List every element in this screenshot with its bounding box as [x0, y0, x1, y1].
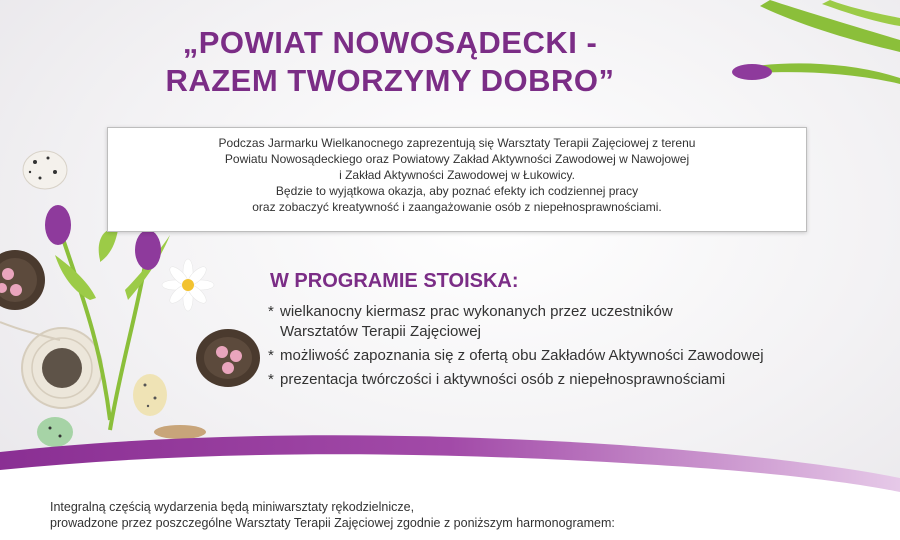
- footer-line-1: Integralną częścią wydarzenia będą miniwarsztaty rękodzielnicze,: [50, 500, 415, 514]
- info-line: Podczas Jarmarku Wielkanocnego zaprezentują się Warsztaty Terapii Zajęciowej z terenu: [218, 136, 696, 150]
- info-line: Powiatu Nowosądeckiego oraz Powiatowy Zakład Aktywności Zawodowej w Nawojowej: [224, 152, 690, 166]
- nest-right-icon: [196, 329, 260, 387]
- info-line: i Zakład Aktywności Zawodowej w Łukowicy.: [339, 168, 575, 182]
- list-item: [268, 370, 764, 390]
- nest-left-icon: [0, 250, 45, 310]
- info-line: oraz zobaczyć kreatywność i zaangażowanie osób z niepełnosprawnościami.: [252, 200, 662, 214]
- info-box: [107, 127, 807, 232]
- egg-yellow-icon: [133, 374, 167, 416]
- list-item-text: wielkanocny kiermasz prac wykonanych przez uczestników: [280, 303, 673, 320]
- egg-white-icon: [23, 151, 67, 189]
- title-line-1: „POWIAT NOWOSĄDECKI -: [182, 25, 598, 60]
- egg-green-icon: [37, 417, 73, 447]
- wood-shavings-icon: [154, 425, 206, 439]
- list-item: [268, 302, 764, 342]
- page-title: [150, 24, 630, 100]
- list-item-text-cont: Warsztatów Terapii Zajęciowej: [280, 323, 481, 340]
- list-item-text: możliwość zapoznania się z ofertą obu Zakładów Aktywności Zawodowej: [280, 347, 764, 364]
- footer-line-2: prowadzone przez poszczególne Warsztaty Terapii Zajęciowej zgodnie z poniższym harmonogramem:: [50, 516, 615, 530]
- daisy-icon: [162, 259, 214, 311]
- program-list: [268, 302, 764, 394]
- list-item: [268, 346, 764, 366]
- program-heading: W PROGRAMIE STOISKA:: [270, 270, 519, 292]
- footer-text: [50, 499, 615, 531]
- bullet-star: *: [268, 347, 274, 364]
- bullet-star: *: [268, 371, 274, 388]
- bullet-star: *: [268, 303, 274, 320]
- tulip-top-right-icon: [732, 0, 900, 84]
- title-line-2: RAZEM TWORZYMY DOBRO”: [165, 63, 615, 98]
- list-item-text: prezentacja twórczości i aktywności osób z niepełnosprawnościami: [280, 371, 726, 388]
- twine-ball-icon: [0, 322, 102, 408]
- info-line: Będzie to wyjątkowa okazja, aby poznać efekty ich codziennej pracy: [275, 184, 639, 198]
